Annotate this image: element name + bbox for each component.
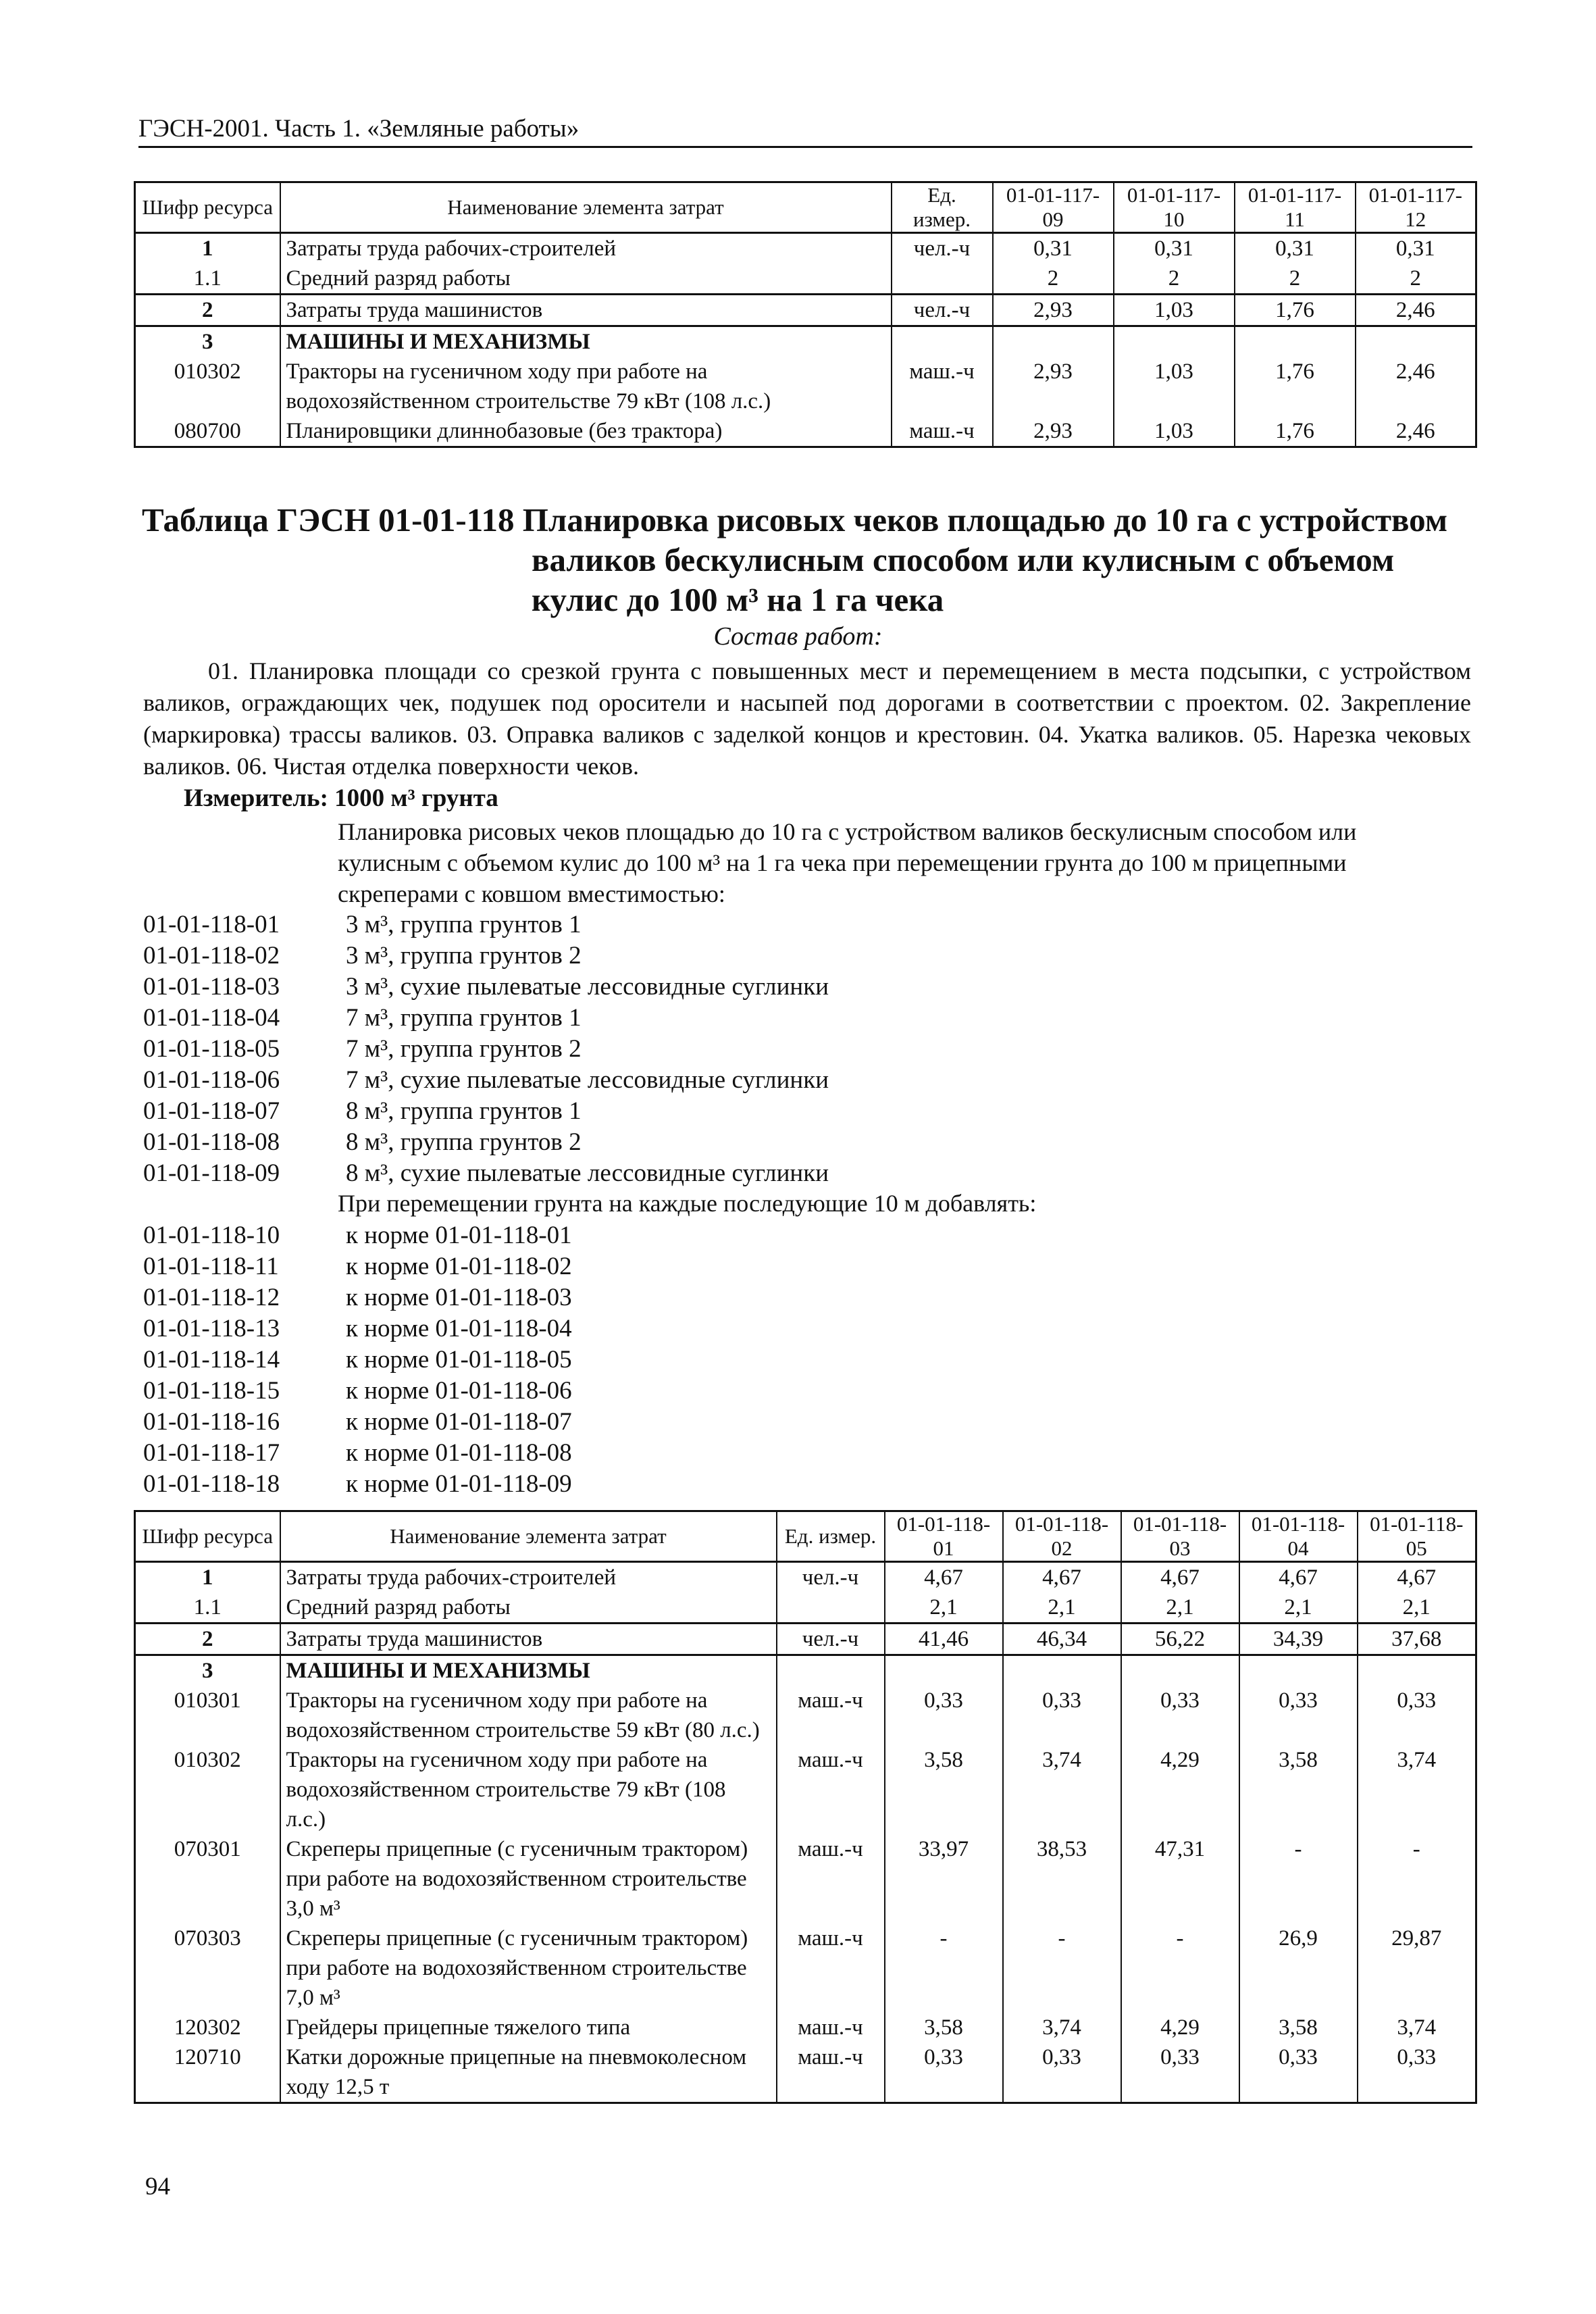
unit-cell: маш.-ч [777, 2042, 885, 2103]
resource-code-cell: 1 [135, 1562, 280, 1593]
code-row [143, 1158, 829, 1189]
code-list-b [143, 1220, 572, 1500]
table-row [135, 416, 1476, 447]
unit-cell: чел.-ч [777, 1562, 885, 1593]
value-cell: 2 [1356, 263, 1476, 295]
resource-name-cell: Грейдеры прицепные тяжелого типа [280, 2013, 777, 2042]
norm-code: 01-01-118-01 [143, 911, 280, 938]
norm-code: 01-01-118-07 [143, 1097, 280, 1125]
table-title-line-1: Таблица ГЭСН 01-01-118 Планировка рисовых чеков площадью до 10 га с устройством [142, 501, 1448, 538]
code-row [143, 909, 829, 940]
value-cell: 0,33 [1239, 1686, 1358, 1745]
value-cell: 56,22 [1121, 1624, 1239, 1655]
resource-code-cell: 2 [135, 295, 280, 326]
norm-description: к норме 01-01-118-04 [346, 1315, 572, 1342]
unit-cell: маш.-ч [892, 357, 993, 416]
table-row [135, 357, 1476, 416]
table-header-cell: Ед. измер. [777, 1511, 885, 1562]
resource-code-cell: 120302 [135, 2013, 280, 2042]
norm-code: 01-01-118-04 [143, 1004, 280, 1032]
value-cell: 37,68 [1358, 1624, 1476, 1655]
resource-name-cell: Затраты труда машинистов [280, 295, 892, 326]
value-cell: 1,76 [1235, 357, 1356, 416]
table-row [135, 1923, 1476, 2013]
resource-name-cell: Планировщики длиннобазовые (без трактора) [280, 416, 892, 447]
norm-description: 8 м³, группа грунтов 2 [346, 1128, 582, 1156]
unit-cell [892, 326, 993, 357]
value-cell: 33,97 [885, 1834, 1003, 1923]
norm-description: 3 м³, группа грунтов 2 [346, 942, 582, 970]
value-cell: 0,33 [1121, 2042, 1239, 2103]
value-cell: 2,1 [1239, 1592, 1358, 1624]
table-row [135, 1745, 1476, 1834]
value-cell: 4,29 [1121, 2013, 1239, 2042]
norm-description: 3 м³, группа грунтов 1 [346, 911, 582, 938]
table-header-cell: 01-01-118-04 [1239, 1511, 1358, 1562]
norm-code: 01-01-118-03 [143, 973, 280, 1001]
table-header-cell: 01-01-118-05 [1358, 1511, 1476, 1562]
norm-description: к норме 01-01-118-07 [346, 1408, 572, 1436]
value-cell: 0,33 [1358, 2042, 1476, 2103]
value-cell [885, 1655, 1003, 1686]
norm-code: 01-01-118-16 [143, 1408, 280, 1436]
code-row [143, 972, 829, 1003]
table-title-line-2: валиков бескулисным способом или кулисным с объемом [532, 541, 1395, 578]
value-cell [1003, 1655, 1121, 1686]
norm-description: 8 м³, группа грунтов 1 [346, 1097, 582, 1125]
table-header-cell: 01-01-118-02 [1003, 1511, 1121, 1562]
code-row [143, 1251, 572, 1282]
resource-code-cell: 010302 [135, 357, 280, 416]
value-cell: 0,33 [885, 1686, 1003, 1745]
table-row [135, 263, 1476, 295]
resource-code-cell: 3 [135, 1655, 280, 1686]
code-row [143, 1220, 572, 1251]
value-cell [1356, 326, 1476, 357]
table-row [135, 326, 1476, 357]
value-cell: 2,1 [885, 1592, 1003, 1624]
code-row [143, 1282, 572, 1313]
code-list-a [143, 909, 829, 1189]
value-cell: 41,46 [885, 1624, 1003, 1655]
value-cell: 38,53 [1003, 1834, 1121, 1923]
value-cell: 0,33 [1003, 1686, 1121, 1745]
resource-name-cell: Затраты труда рабочих-строителей [280, 233, 892, 264]
value-cell: 2,46 [1356, 357, 1476, 416]
value-cell: 47,31 [1121, 1834, 1239, 1923]
table-row [135, 1624, 1476, 1655]
norm-code: 01-01-118-09 [143, 1159, 280, 1187]
value-cell: 4,29 [1121, 1745, 1239, 1834]
value-cell: 2,1 [1121, 1592, 1239, 1624]
table-row [135, 1592, 1476, 1624]
resource-table-117 [134, 181, 1477, 448]
code-row [143, 1376, 572, 1407]
value-cell: - [1239, 1834, 1358, 1923]
value-cell: 26,9 [1239, 1923, 1358, 2013]
norm-description: к норме 01-01-118-06 [346, 1377, 572, 1405]
norm-description: 8 м³, сухие пылеватые лессовидные суглинки [346, 1159, 829, 1187]
value-cell: 2,46 [1356, 295, 1476, 326]
value-cell: 4,67 [1003, 1562, 1121, 1593]
value-cell: 0,33 [885, 2042, 1003, 2103]
value-cell: 1,03 [1114, 416, 1235, 447]
value-cell [993, 326, 1114, 357]
resource-name-cell: Тракторы на гусеничном ходу при работе на водохозяйственном строительстве 59 кВт (80 л.с.) [280, 1686, 777, 1745]
resource-name-cell: Затраты труда машинистов [280, 1624, 777, 1655]
resource-name-cell: Скреперы прицепные (с гусеничным трактором) при работе на водохозяйственном строительстве 3,0 м³ [280, 1834, 777, 1923]
code-row [143, 1034, 829, 1065]
value-cell: 2 [993, 263, 1114, 295]
norm-code: 01-01-118-15 [143, 1377, 280, 1405]
value-cell: 4,67 [1358, 1562, 1476, 1593]
norm-code: 01-01-118-11 [143, 1253, 279, 1280]
value-cell: 3,74 [1003, 1745, 1121, 1834]
table-row [135, 295, 1476, 326]
composition-text [143, 655, 1471, 782]
table-row [135, 1686, 1476, 1745]
table-row [135, 1562, 1476, 1593]
value-cell: 2,46 [1356, 416, 1476, 447]
resource-name-cell: Затраты труда рабочих-строителей [280, 1562, 777, 1593]
value-cell: 0,33 [1121, 1686, 1239, 1745]
resource-code-cell: 080700 [135, 416, 280, 447]
value-cell: 2,93 [993, 357, 1114, 416]
code-row [143, 1407, 572, 1438]
code-row [143, 1344, 572, 1376]
unit-cell: маш.-ч [892, 416, 993, 447]
value-cell: 0,31 [1114, 233, 1235, 264]
resource-table-118 [134, 1510, 1477, 2104]
value-cell [1121, 1655, 1239, 1686]
norm-code: 01-01-118-05 [143, 1035, 280, 1063]
table-header-cell: Шифр ресурса [135, 1511, 280, 1562]
value-cell: 0,33 [1358, 1686, 1476, 1745]
value-cell: 3,58 [1239, 1745, 1358, 1834]
unit-cell: маш.-ч [777, 1923, 885, 2013]
table-header-cell: Ед. измер. [892, 182, 993, 233]
table-row [135, 1834, 1476, 1923]
value-cell: 0,31 [993, 233, 1114, 264]
unit-cell: маш.-ч [777, 1834, 885, 1923]
value-cell [1114, 326, 1235, 357]
unit-cell [777, 1655, 885, 1686]
resource-name-cell: Катки дорожные прицепные на пневмоколесном ходу 12,5 т [280, 2042, 777, 2103]
value-cell: 2,1 [1003, 1592, 1121, 1624]
value-cell: 2,93 [993, 295, 1114, 326]
value-cell: 3,74 [1003, 2013, 1121, 2042]
additional-note: При перемещении грунта на каждые последующие 10 м добавлять: [338, 1190, 1037, 1217]
norm-code: 01-01-118-18 [143, 1470, 280, 1498]
value-cell: 0,33 [1003, 2042, 1121, 2103]
resource-name-cell: МАШИНЫ И МЕХАНИЗМЫ [280, 326, 892, 357]
value-cell: 0,33 [1239, 2042, 1358, 2103]
table-header-cell: 01-01-118-03 [1121, 1511, 1239, 1562]
norm-description: к норме 01-01-118-08 [346, 1439, 572, 1467]
value-cell: 2,93 [993, 416, 1114, 447]
value-cell: 1,76 [1235, 295, 1356, 326]
unit-cell: чел.-ч [777, 1624, 885, 1655]
running-head: ГЭСН-2001. Часть 1. «Земляные работы» [138, 114, 1472, 148]
norm-description: к норме 01-01-118-09 [346, 1470, 572, 1498]
table-header-cell: 01-01-117-11 [1235, 182, 1356, 233]
code-row [143, 1127, 829, 1158]
value-cell: - [1358, 1834, 1476, 1923]
value-cell: 0,31 [1356, 233, 1476, 264]
resource-code-cell: 120710 [135, 2042, 280, 2103]
table-header-cell: Наименование элемента затрат [280, 182, 892, 233]
composition-heading: Состав работ: [713, 622, 883, 651]
value-cell: 3,74 [1358, 2013, 1476, 2042]
value-cell: 3,58 [885, 2013, 1003, 2042]
resource-code-cell: 070301 [135, 1834, 280, 1923]
unit-cell [777, 1592, 885, 1624]
value-cell: 3,58 [885, 1745, 1003, 1834]
value-cell: 0,31 [1235, 233, 1356, 264]
value-cell: 1,76 [1235, 416, 1356, 447]
resource-name-cell: Тракторы на гусеничном ходу при работе на водохозяйственном строительстве 79 кВт (108 л.с.) [280, 357, 892, 416]
unit-cell: чел.-ч [892, 295, 993, 326]
norm-description: к норме 01-01-118-02 [346, 1253, 572, 1280]
value-cell: 46,34 [1003, 1624, 1121, 1655]
value-cell: 1,03 [1114, 295, 1235, 326]
table-row [135, 2042, 1476, 2103]
table-row [135, 233, 1476, 264]
value-cell [1239, 1655, 1358, 1686]
code-row [143, 1065, 829, 1096]
code-row [143, 940, 829, 972]
page-number: 94 [145, 2173, 170, 2200]
norm-description: 7 м³, группа грунтов 1 [346, 1004, 582, 1032]
unit-cell: чел.-ч [892, 233, 993, 264]
norm-description: 7 м³, группа грунтов 2 [346, 1035, 582, 1063]
norm-code: 01-01-118-06 [143, 1066, 280, 1094]
value-cell: 3,74 [1358, 1745, 1476, 1834]
table-header-cell: 01-01-117-12 [1356, 182, 1476, 233]
norm-code: 01-01-118-12 [143, 1284, 280, 1311]
norm-code: 01-01-118-08 [143, 1128, 280, 1156]
norm-description: к норме 01-01-118-03 [346, 1284, 572, 1311]
unit-cell: маш.-ч [777, 1686, 885, 1745]
resource-code-cell: 3 [135, 326, 280, 357]
resource-name-cell: Средний разряд работы [280, 263, 892, 295]
resource-code-cell: 1.1 [135, 263, 280, 295]
value-cell: - [1003, 1923, 1121, 2013]
resource-code-cell: 1 [135, 233, 280, 264]
table-row [135, 2013, 1476, 2042]
resource-code-cell: 010301 [135, 1686, 280, 1745]
norm-code: 01-01-118-10 [143, 1222, 280, 1249]
norm-code: 01-01-118-13 [143, 1315, 280, 1342]
norm-code: 01-01-118-17 [143, 1439, 280, 1467]
table-header-cell: Наименование элемента затрат [280, 1511, 777, 1562]
table-title-line-3: кулис до 100 м³ на 1 га чека [532, 581, 944, 618]
norm-description: к норме 01-01-118-05 [346, 1346, 572, 1374]
norm-description: к норме 01-01-118-01 [346, 1222, 572, 1249]
table-header-cell: 01-01-117-10 [1114, 182, 1235, 233]
value-cell: 2 [1114, 263, 1235, 295]
code-row [143, 1313, 572, 1344]
unit-cell [892, 263, 993, 295]
composition-paragraph: 01. Планировка площади со срезкой грунта с повышенных мест и перемещением в места подсыпки, с устройством валиков, ограждающих чек, подушек под оросители и насыпей под дорогами в соответствии с проектом. 02. Закрепление (маркировка) трассы валиков. 03. Оправка валиков с заделкой концов и крестовин. 04. Укатка валиков. 05. Нарезка чековых валиков. 06. Чистая отделка поверхности чеков. [143, 657, 1471, 780]
code-row [143, 1096, 829, 1127]
measure-unit: Измеритель: 1000 м³ грунта [184, 784, 498, 812]
value-cell: - [885, 1923, 1003, 2013]
unit-cell: маш.-ч [777, 1745, 885, 1834]
code-row [143, 1003, 829, 1034]
value-cell [1235, 326, 1356, 357]
value-cell: 3,58 [1239, 2013, 1358, 2042]
resource-name-cell: Тракторы на гусеничном ходу при работе на водохозяйственном строительстве 79 кВт (108 л.с.) [280, 1745, 777, 1834]
value-cell: 4,67 [1121, 1562, 1239, 1593]
table-header-cell: 01-01-118-01 [885, 1511, 1003, 1562]
value-cell: 29,87 [1358, 1923, 1476, 2013]
resource-code-cell: 2 [135, 1624, 280, 1655]
resource-name-cell: МАШИНЫ И МЕХАНИЗМЫ [280, 1655, 777, 1686]
table-header-cell: Шифр ресурса [135, 182, 280, 233]
value-cell: 1,03 [1114, 357, 1235, 416]
code-row [143, 1438, 572, 1469]
unit-cell: маш.-ч [777, 2013, 885, 2042]
norm-description: 3 м³, сухие пылеватые лессовидные суглинки [346, 973, 829, 1001]
norm-description: 7 м³, сухие пылеватые лессовидные суглинки [346, 1066, 829, 1094]
code-row [143, 1469, 572, 1500]
table-row [135, 1655, 1476, 1686]
resource-code-cell: 010302 [135, 1745, 280, 1834]
value-cell: - [1121, 1923, 1239, 2013]
norm-code: 01-01-118-02 [143, 942, 280, 970]
resource-code-cell: 070303 [135, 1923, 280, 2013]
resource-code-cell: 1.1 [135, 1592, 280, 1624]
table-header-cell: 01-01-117-09 [993, 182, 1114, 233]
resource-name-cell: Скреперы прицепные (с гусеничным трактором) при работе на водохозяйственном строительстве 7,0 м³ [280, 1923, 777, 2013]
value-cell [1358, 1655, 1476, 1686]
norm-code: 01-01-118-14 [143, 1346, 280, 1374]
value-cell: 34,39 [1239, 1624, 1358, 1655]
value-cell: 4,67 [885, 1562, 1003, 1593]
value-cell: 4,67 [1239, 1562, 1358, 1593]
table-title [142, 500, 1472, 620]
resource-name-cell: Средний разряд работы [280, 1592, 777, 1624]
value-cell: 2 [1235, 263, 1356, 295]
intro-text: Планировка рисовых чеков площадью до 10 га с устройством валиков бескулисным способом или кулисным с объемом кулис до 100 м³ на 1 га чека при перемещении грунта до 100 м прицепными скреперами с ковшом вместимостью: [338, 818, 1357, 907]
value-cell: 2,1 [1358, 1592, 1476, 1624]
